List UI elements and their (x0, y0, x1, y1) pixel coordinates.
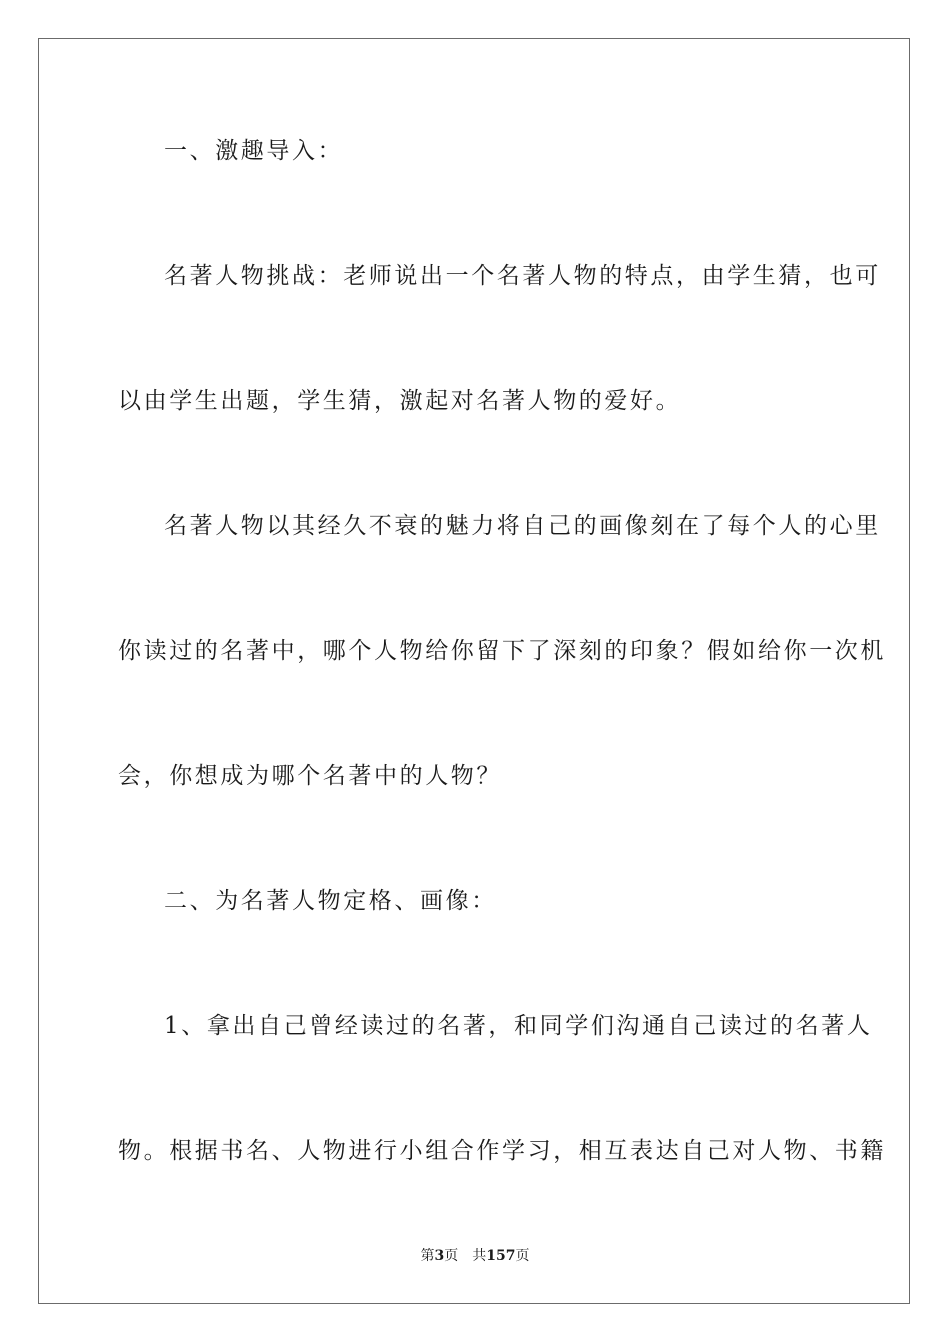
footer-total-pages: 157 (486, 1248, 516, 1264)
paragraph-line: 名著人物挑战：老师说出一个名著人物的特点，由学生猜，也可 (164, 263, 881, 289)
footer-page-suffix: 页 (444, 1248, 459, 1264)
paragraph-line: 你读过的名著中，哪个人物给你留下了深刻的印象？假如给你一次机 (118, 638, 886, 664)
footer-page-number: 3 (434, 1248, 445, 1264)
paragraph-line: 1、拿出自己曾经读过的名著，和同学们沟通自己读过的名著人 (164, 1013, 873, 1039)
footer-total-suffix: 页 (515, 1248, 530, 1264)
paragraph-line: 物。根据书名、人物进行小组合作学习，相互表达自己对人物、书籍 (118, 1138, 886, 1164)
footer-page-prefix: 第 (420, 1248, 435, 1264)
page-frame (38, 38, 910, 1304)
paragraph-line: 会，你想成为哪个名著中的人物？ (118, 763, 502, 789)
footer-total-prefix: 共 (472, 1248, 487, 1264)
paragraph-line: 以由学生出题，学生猜，激起对名著人物的爱好。 (118, 388, 682, 414)
section-heading-1: 一、激趣导入： (164, 138, 344, 164)
paragraph-line: 名著人物以其经久不衰的魅力将自己的画像刻在了每个人的心里 (164, 513, 881, 539)
section-heading-2: 二、为名著人物定格、画像： (164, 888, 497, 914)
page-footer (0, 1247, 950, 1265)
